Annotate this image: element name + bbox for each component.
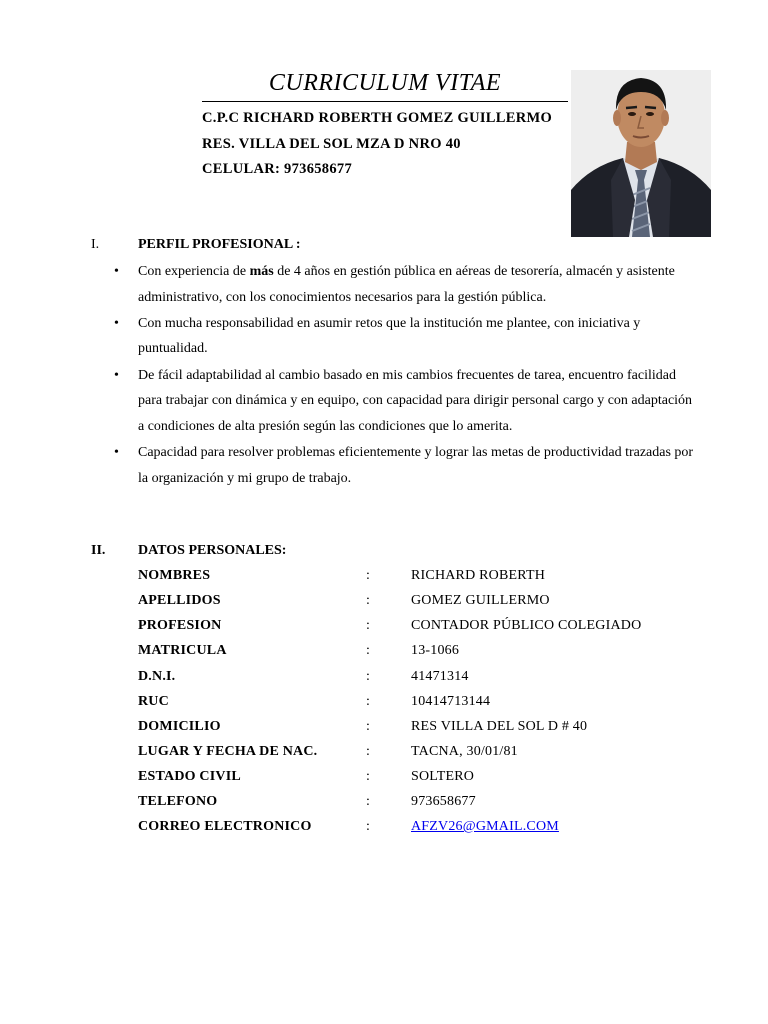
row-value: 41471314	[411, 669, 469, 684]
row-value: CONTADOR PÚBLICO COLEGIADO	[411, 618, 642, 633]
data-row-telefono	[0, 794, 768, 814]
row-separator: :	[366, 794, 370, 809]
data-row-dni	[0, 669, 768, 689]
profile-bullet-list	[138, 259, 698, 491]
section-number-perfil: I.	[91, 237, 100, 252]
row-label: LUGAR Y FECHA DE NAC.	[138, 744, 318, 759]
section-title-perfil: PERFIL PROFESIONAL :	[138, 237, 301, 252]
document-title: CURRICULUM VITAE	[268, 70, 502, 96]
row-separator: :	[366, 719, 370, 734]
row-separator: :	[366, 744, 370, 759]
row-separator: :	[366, 568, 370, 583]
email-link[interactable]: AFZV26@GMAIL.COM	[411, 819, 559, 834]
row-separator: :	[366, 769, 370, 784]
data-row-nombres	[0, 568, 768, 588]
row-label: D.N.I.	[138, 669, 176, 684]
data-row-correo	[0, 819, 768, 839]
row-value: TACNA, 30/01/81	[411, 744, 518, 759]
row-label: APELLIDOS	[138, 593, 221, 608]
row-separator: :	[366, 694, 370, 709]
candidate-phone: CELULAR: 973658677	[202, 161, 353, 177]
row-label: TELEFONO	[138, 794, 218, 809]
row-value: SOLTERO	[411, 769, 475, 784]
row-label: CORREO ELECTRONICO	[138, 819, 312, 834]
row-label: RUC	[138, 694, 169, 709]
bullet-item: • Con experiencia de más de 4 años en gestión pública en aéreas de tesorería, almacén y asistente administrativo, con los conocimientos necesarios para la gestión pública.	[138, 259, 698, 310]
profile-photo-image	[571, 70, 711, 237]
data-row-estado-civil	[0, 769, 768, 789]
row-separator: :	[366, 643, 370, 658]
bold-word: más	[249, 264, 274, 279]
section-title-datos: DATOS PERSONALES:	[138, 543, 287, 558]
data-row-apellidos	[0, 593, 768, 613]
row-value: GOMEZ GUILLERMO	[411, 593, 550, 608]
row-value: RES VILLA DEL SOL D # 40	[411, 719, 588, 734]
section-number-datos: II.	[91, 543, 106, 558]
row-label: ESTADO CIVIL	[138, 769, 241, 784]
data-row-matricula	[0, 643, 768, 663]
row-separator: :	[366, 593, 370, 608]
candidate-name: C.P.C RICHARD ROBERTH GOMEZ GUILLERMO	[202, 110, 553, 126]
profile-photo	[571, 70, 711, 237]
candidate-address: RES. VILLA DEL SOL MZA D NRO 40	[202, 136, 461, 152]
data-row-domicilio	[0, 719, 768, 739]
row-label: NOMBRES	[138, 568, 211, 583]
row-label: DOMICILIO	[138, 719, 221, 734]
row-value: 10414713144	[411, 694, 491, 709]
bullet-item: • Con mucha responsabilidad en asumir retos que la institución me plantee, con iniciativa y puntualidad.	[138, 311, 698, 362]
row-value: 13-1066	[411, 643, 460, 658]
row-separator: :	[366, 819, 370, 834]
data-row-ruc	[0, 694, 768, 714]
bullet-item: • Capacidad para resolver problemas eficientemente y lograr las metas de productividad trazadas por la organización y mi grupo de trabajo.	[138, 440, 698, 491]
row-separator: :	[366, 669, 370, 684]
row-value: 973658677	[411, 794, 476, 809]
row-label: PROFESION	[138, 618, 222, 633]
data-row-profesion	[0, 618, 768, 638]
row-separator: :	[366, 618, 370, 633]
row-label: MATRICULA	[138, 643, 227, 658]
data-row-lugar-fecha	[0, 744, 768, 764]
title-underline	[202, 101, 568, 102]
row-value: RICHARD ROBERTH	[411, 568, 546, 583]
bullet-item: • De fácil adaptabilidad al cambio basado en mis cambios frecuentes de tarea, encuentro facilidad para trabajar con dinámica y en equipo, con capacidad para dirigir personal cargo y con adaptación a condiciones de alta presión según las condiciones que lo amerita.	[138, 363, 698, 440]
